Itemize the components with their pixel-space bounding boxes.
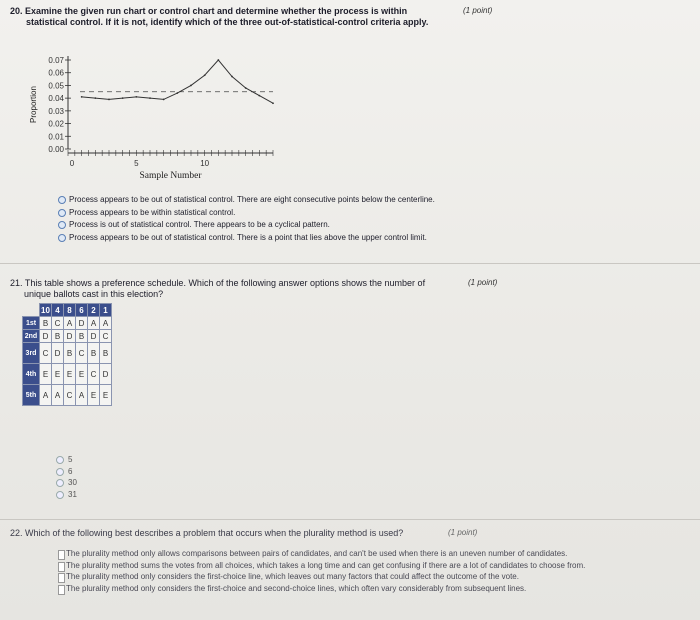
y-tick-label: 0.02 bbox=[48, 119, 64, 129]
q22-option-selector[interactable] bbox=[58, 573, 65, 583]
data-point bbox=[231, 76, 233, 78]
table-row-label: 3rd bbox=[23, 343, 40, 364]
data-point bbox=[176, 92, 178, 94]
q20-option[interactable] bbox=[58, 208, 235, 218]
radio-button[interactable] bbox=[58, 209, 66, 217]
q20-option-label: Process appears to be out of statistical control. There is a point that lies above the upper control limit. bbox=[69, 232, 427, 242]
data-point bbox=[245, 87, 247, 89]
table-cell: A bbox=[52, 385, 64, 406]
table-cell: C bbox=[40, 343, 52, 364]
data-point bbox=[81, 96, 83, 98]
series-line bbox=[82, 60, 273, 103]
data-point bbox=[149, 97, 151, 99]
y-tick-label: 0.07 bbox=[48, 56, 64, 65]
q21-option[interactable] bbox=[56, 455, 72, 465]
table-cell: B bbox=[40, 317, 52, 330]
table-cell: E bbox=[76, 364, 88, 385]
q20-option-label: Process is out of statistical control. There appears to be a cyclical pattern. bbox=[69, 220, 330, 229]
q20-title-line2: statistical control. If it is not, identify which of the three out-of-statistical-control criteria apply. bbox=[26, 17, 429, 27]
q20-option[interactable] bbox=[58, 195, 435, 205]
q20-option-label: Process appears to be within statistical control. bbox=[69, 207, 236, 217]
table-cell: C bbox=[52, 317, 64, 330]
q21-title-line1: 21. This table shows a preference schedule. Which of the following answer options shows the number of bbox=[10, 278, 426, 288]
table-row-label: 1st bbox=[23, 317, 40, 330]
table-cell: A bbox=[100, 317, 112, 330]
table-cell: A bbox=[76, 385, 88, 406]
table-corner bbox=[23, 304, 40, 317]
table-header-cell: 8 bbox=[64, 304, 76, 317]
y-tick-label: 0.05 bbox=[48, 81, 64, 91]
table-cell: D bbox=[52, 343, 64, 364]
q20-option-label: Process appears to be out of statistical control. There are eight consecutive points below the centerline. bbox=[69, 195, 435, 204]
q20-title-line1: 20. Examine the given run chart or control chart and determine whether the process is within bbox=[10, 6, 408, 16]
table-cell: E bbox=[52, 364, 64, 385]
q20-option[interactable] bbox=[58, 233, 427, 243]
radio-button[interactable] bbox=[56, 456, 64, 464]
data-point bbox=[217, 59, 219, 61]
table-cell: A bbox=[64, 317, 76, 330]
x-axis-label: Sample Number bbox=[139, 171, 202, 181]
q21-option-label: 31 bbox=[68, 489, 77, 499]
table-header-cell: 1 bbox=[100, 304, 112, 317]
table-row bbox=[23, 343, 112, 364]
table-cell: D bbox=[40, 330, 52, 343]
q21-option-label: 30 bbox=[68, 478, 77, 487]
table-row-label: 5th bbox=[23, 385, 40, 406]
radio-button[interactable] bbox=[58, 221, 66, 229]
table-cell: E bbox=[40, 364, 52, 385]
q20-option[interactable] bbox=[58, 220, 330, 230]
data-point bbox=[108, 99, 110, 101]
table-cell: B bbox=[88, 343, 100, 364]
q21-option-label: 6 bbox=[68, 466, 73, 476]
q21-title-line2: unique ballots cast in this election? bbox=[24, 289, 164, 299]
q22-option[interactable]: The plurality method only considers the first-choice and second-choice lines, which often vary considerably from subsequent lines. bbox=[66, 583, 527, 593]
table-header-cell: 6 bbox=[76, 304, 88, 317]
table-cell: D bbox=[76, 317, 88, 330]
table-cell: E bbox=[64, 364, 76, 385]
q22-option-selector[interactable] bbox=[58, 585, 65, 595]
divider-2 bbox=[0, 519, 700, 520]
table-row bbox=[23, 385, 112, 406]
table-header-row bbox=[23, 304, 112, 317]
table-cell: C bbox=[64, 385, 76, 406]
table-cell: C bbox=[76, 343, 88, 364]
y-tick-label: 0.00 bbox=[48, 145, 64, 154]
table-row bbox=[23, 364, 112, 385]
data-point bbox=[163, 99, 165, 101]
table-cell: A bbox=[88, 317, 100, 330]
table-cell: B bbox=[64, 343, 76, 364]
q22-option-selector[interactable] bbox=[58, 550, 65, 560]
q22-option[interactable]: The plurality method only considers the first-choice line, which leaves out many factors that could affect the outcome of the vote. bbox=[66, 572, 519, 581]
data-point bbox=[190, 85, 192, 87]
table-cell: D bbox=[88, 330, 100, 343]
q20-points: (1 point) bbox=[463, 6, 493, 15]
x-tick-label: 10 bbox=[200, 159, 210, 168]
radio-button[interactable] bbox=[56, 479, 64, 487]
table-cell: B bbox=[100, 343, 112, 364]
x-tick-label: 5 bbox=[134, 159, 139, 168]
table-header-cell: 4 bbox=[52, 304, 64, 317]
radio-button[interactable] bbox=[58, 234, 66, 242]
table-row-label: 2nd bbox=[23, 330, 40, 343]
q21-option-label: 5 bbox=[68, 455, 73, 464]
table-row bbox=[23, 330, 112, 343]
data-point bbox=[135, 96, 137, 98]
table-header-cell: 2 bbox=[88, 304, 100, 317]
data-point bbox=[122, 97, 124, 99]
q22-option-selector[interactable] bbox=[58, 562, 65, 572]
table-cell: D bbox=[64, 330, 76, 343]
data-point bbox=[204, 74, 206, 76]
q21-points: (1 point) bbox=[468, 278, 498, 287]
q22-option[interactable]: The plurality method sums the votes from all choices, which takes a long time and can get confusing if there are a lot of candidates to choose from. bbox=[66, 560, 586, 570]
q21-option[interactable] bbox=[56, 478, 77, 488]
radio-button[interactable] bbox=[56, 491, 64, 499]
y-axis-label: Proportion bbox=[29, 86, 38, 123]
radio-button[interactable] bbox=[58, 196, 66, 204]
y-tick-label: 0.03 bbox=[48, 106, 64, 116]
table-row bbox=[23, 317, 112, 330]
q22-option[interactable]: The plurality method only allows comparisons between pairs of candidates, and can't be used when there is an uneven number of candidates. bbox=[66, 549, 568, 558]
table-cell: D bbox=[100, 364, 112, 385]
data-point bbox=[272, 102, 274, 104]
q22-title: 22. Which of the following best describes a problem that occurs when the plurality method is used? bbox=[10, 528, 404, 538]
table-cell: B bbox=[52, 330, 64, 343]
table-cell: E bbox=[88, 385, 100, 406]
table-cell: A bbox=[40, 385, 52, 406]
data-point bbox=[258, 95, 260, 97]
x-tick-label: 0 bbox=[69, 159, 75, 168]
data-point bbox=[94, 97, 96, 99]
table-cell: E bbox=[100, 385, 112, 406]
q21-option[interactable] bbox=[56, 467, 72, 477]
y-tick-label: 0.06 bbox=[48, 68, 64, 78]
y-tick-label: 0.04 bbox=[48, 94, 64, 104]
table-row-label: 4th bbox=[23, 364, 40, 385]
table-header-cell: 10 bbox=[41, 305, 50, 315]
y-tick-label: 0.01 bbox=[48, 132, 64, 142]
radio-button[interactable] bbox=[56, 468, 64, 476]
preference-schedule-table bbox=[22, 303, 112, 406]
q22-points: (1 point) bbox=[448, 528, 478, 537]
table-cell: C bbox=[100, 330, 112, 343]
chart-plot-area bbox=[29, 56, 274, 181]
table-cell: C bbox=[88, 364, 100, 385]
divider-1 bbox=[0, 263, 700, 264]
table-cell: B bbox=[76, 330, 88, 343]
q21-option[interactable] bbox=[56, 490, 77, 500]
control-chart bbox=[28, 52, 288, 184]
